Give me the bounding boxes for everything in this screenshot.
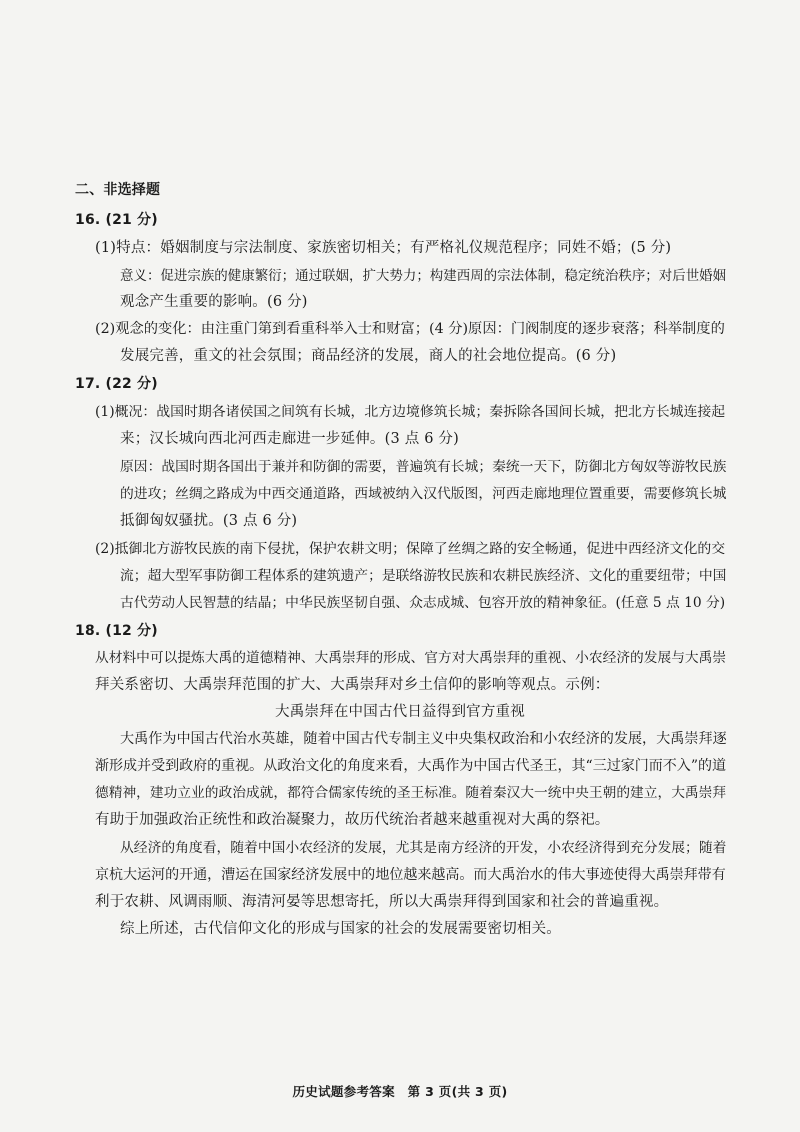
q18-para1-line4: 有助于加强政治正统性和政治凝聚力，故历代统治者越来越重视对大禹的祭祀。 — [95, 812, 610, 828]
section-title: 二、非选择题 — [75, 182, 161, 198]
q17-p1-line5: 抵御匈奴骚扰。(3 点 6 分) — [120, 513, 298, 529]
q17-p2-line3: 古代劳动人民智慧的结晶；中华民族坚韧自强、众志成城、包容开放的精神象征。(任意 5 点 10 分) — [120, 595, 726, 611]
q18-para2-line3: 利于农耕、风调雨顺、海清河晏等思想寄托，所以大禹崇拜得到国家和社会的普遍重视。 — [95, 894, 669, 910]
q17-number: 17. (22 分) — [75, 376, 158, 392]
essay-title: 大禹崇拜在中国古代日益得到官方重视 — [275, 704, 525, 720]
page-footer: 历史试题参考答案 第 3 页(共 3 页) — [292, 1084, 508, 1099]
q18-number: 18. (12 分) — [75, 623, 158, 639]
q16-number: 16. (21 分) — [75, 212, 158, 228]
q18-para1-line1: 大禹作为中国古代治水英雄，随着中国古代专制主义中央集权政治和小农经济的发展，大禹崇拜逐 — [120, 731, 727, 747]
q16-p2-line2: 发展完善，重文的社会氛围；商品经济的发展，商人的社会地位提高。(6 分) — [120, 348, 617, 364]
q16-p1-line1: (1)特点：婚姻制度与宗法制度、家族密切相关；有严格礼仪规范程序；同姓不婚；(5 分) — [95, 240, 672, 256]
q17-p2-line1: (2)抵御北方游牧民族的南下侵扰，保护农耕文明；保障了丝绸之路的安全畅通，促进中西经济文化的交 — [95, 541, 726, 557]
q17-p1-line4: 的进攻；丝绸之路成为中西交通道路，西域被纳入汉代版图，河西走廊地理位置重要，需要修筑长城 — [120, 486, 727, 502]
q16-p1-line2: 意义：促进宗族的健康繁衍；通过联姻，扩大势力；构建西周的宗法体制，稳定统治秩序；对后世婚姻 — [120, 268, 727, 284]
q18-para1-line2: 渐形成并受到政府的重视。从政治文化的角度来看，大禹作为中国古代圣王，其“三过家门而不入”的道 — [95, 758, 727, 774]
q16-p2-line1: (2)观念的变化：由注重门第到看重科举入士和财富；(4 分)原因：门阀制度的逐步衰落；科举制度的 — [95, 321, 725, 337]
q17-p2-line2: 流；超大型军事防御工程体系的建筑遗产；是联络游牧民族和农耕民族经济、文化的重要纽带；中国 — [120, 568, 727, 584]
q18-para2-line1: 从经济的角度看，随着中国小农经济的发展，尤其是南方经济的开发，小农经济得到充分发展；随着 — [120, 840, 727, 856]
q18-para3-line1: 综上所述，古代信仰文化的形成与国家的社会的发展需要密切相关。 — [120, 921, 561, 937]
q16-p1-line3: 观念产生重要的影响。(6 分) — [120, 294, 308, 310]
q17-p1-line3: 原因：战国时期各国出于兼并和防御的需要，普遍筑有长城；秦统一天下，防御北方匈奴等游牧民族 — [120, 459, 727, 475]
q17-p1-line1: (1)概况：战国时期各诸侯国之间筑有长城，北方边境修筑长城；秦拆除各国间长城，把北方长城连接起 — [95, 404, 726, 420]
q18-para2-line2: 京杭大运河的开通，漕运在国家经济发展中的地位越来越高。而大禹治水的伟大事迹使得大禹崇拜带有 — [95, 867, 726, 883]
q18-para1-line3: 德精神，建功立业的政治成就，都符合儒家传统的圣王标准。随着秦汉大一统中央王朝的建立，大禹崇拜 — [95, 785, 727, 801]
q17-p1-line2: 来；汉长城向西北河西走廊进一步延伸。(3 点 6 分) — [120, 431, 459, 447]
q18-intro-line2: 拜关系密切、大禹崇拜范围的扩大、大禹崇拜对乡土信仰的影响等观点。示例： — [95, 677, 610, 693]
q18-intro-line1: 从材料中可以提炼大禹的道德精神、大禹崇拜的形成、官方对大禹崇拜的重视、小农经济的发展与大禹崇 — [95, 650, 727, 666]
